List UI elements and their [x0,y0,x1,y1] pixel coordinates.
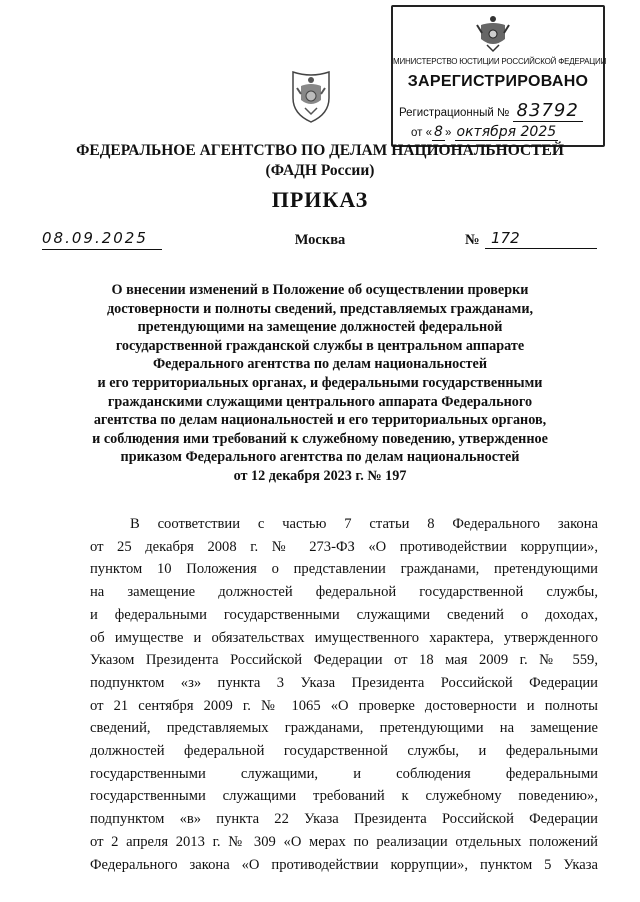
body-line: пунктом 10 Положения о представлении гражданами, претендующими [90,561,598,578]
subject-line: претендующими на замещение должностей федеральной [137,319,503,336]
stamp-date-row: от « 8 » октября 2025 [411,124,557,140]
body-line: от 2 апреля 2013 г. № 309 «О мерах по реализации отдельных положений [90,833,598,850]
subject-line: от 12 декабря 2023 г. № 197 [233,467,407,484]
body-line: и федеральными государственными служащими сведений о доходах, [90,606,598,623]
subject-line: гражданскими служащими центрального аппарата Федерального [107,393,533,410]
stamp-reg-number: 83792 [513,100,583,122]
body-line: об имуществе и обязательствах имущественного характера, утвержденного [90,629,598,646]
order-number-label: № [465,232,480,248]
agency-short-name: (ФАДН России) [265,162,375,179]
subject-line: и его территориальных органах, и федеральными государственными [97,374,543,391]
stamp-date-month-year: октября 2025 [456,124,557,140]
stamp-reg-label: Регистрационный № [399,107,510,119]
stamp-emblem-icon [473,11,513,55]
order-subject [70,281,570,486]
stamp-reg-number-row [399,100,583,121]
agency-name: ФЕДЕРАЛЬНОЕ АГЕНТСТВО ПО ДЕЛАМ НАЦИОНАЛЬНОСТЕЙ [76,142,564,159]
subject-line: государственной гражданской службы в центральном аппарате [115,337,525,354]
body-line: должностей федеральной государственной службы, и федеральными [90,743,598,760]
body-line: от 21 сентября 2009 г. № 1065 «О проверке достоверности и полноты [90,697,598,714]
body-line: от 25 декабря 2008 г. № 273-ФЗ «О противодействии коррупции», [90,538,598,555]
subject-line: О внесении изменений в Положение об осуществлении проверки [111,282,529,298]
order-date: 08.09.2025 [42,229,162,250]
subject-line: и соблюдения ими требований к служебному поведению, утвержденное [92,430,548,447]
stamp-ministry-text: МИНИСТЕРСТВО ЮСТИЦИИ РОССИЙСКОЙ ФЕДЕРАЦИИ [393,57,607,66]
body-line: на замещение должностей федеральной государственной службы, [90,584,598,601]
stamp-registered-text: ЗАРЕГИСТРИРОВАНО [407,73,589,90]
subject-line: достоверности и полноты сведений, представляемых гражданами, [106,300,534,317]
body-line: подпунктом «з» пункта 3 Указа Президента Российской Федерации [90,674,598,691]
body-line: В соответствии с частью 7 статьи 8 Федерального закона [130,516,598,532]
order-body [90,513,598,876]
stamp-date-prefix: от [411,127,423,139]
subject-line: Федерального агентства по делам национальностей [153,356,487,373]
document-type-title: ПРИКАЗ [271,187,369,212]
subject-line: агентства по делам национальностей и его территориальных органов, [93,412,547,429]
subject-line: приказом Федерального агентства по делам национальностей [120,449,520,466]
coat-of-arms-icon [287,68,335,124]
body-line: Федерального закона «О противодействии коррупции», пунктом 5 Указа [90,856,598,873]
stamp-date-day: 8 [434,124,443,140]
body-line: сведений, представляемых гражданами, претендующими на замещение [90,720,598,737]
registration-stamp [391,5,605,147]
body-line: Указом Президента Российской Федерации от 18 мая 2009 г. № 559, [90,652,598,669]
body-line: государственными служащими, и соблюдения федеральными [90,765,598,782]
body-line: подпунктом «в» пункта 22 Указа Президента Российской Федерации [90,811,598,828]
order-city: Москва [294,232,346,248]
order-number: 172 [485,229,597,249]
body-line: государственными служащими требований к служебному поведению», [90,788,598,805]
